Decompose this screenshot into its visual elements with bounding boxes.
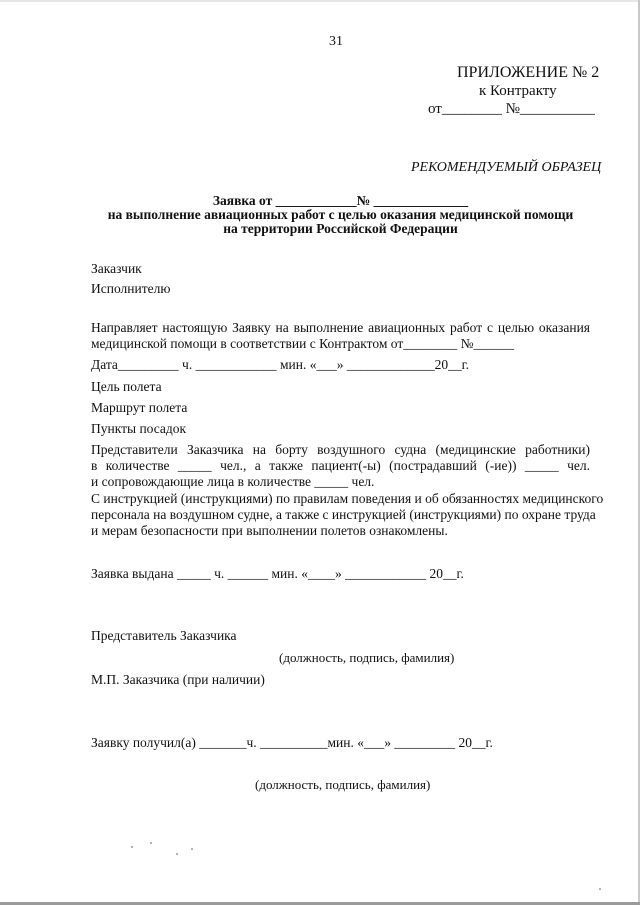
signature-caption-2: (должность, подпись, фамилия) <box>255 777 431 792</box>
paragraph3-line-2: персонала на воздушном судне, а также с инструкцией (инструкциями) по охране труда <box>91 507 596 522</box>
heading-line-2: на выполнение авиационных работ с целью оказания медицинской помощи <box>107 207 574 222</box>
paragraph2-line-3: и сопровождающие лица в количестве _____ чел. <box>91 474 375 489</box>
executor-label: Исполнителю <box>91 281 171 296</box>
flight-goal-label: Цель полета <box>91 379 162 394</box>
page-edge-top <box>0 0 640 2</box>
paragraph2-line-2: в количестве _____ чел., а также пациент(-ы) (пострадавший (-ие)) _____ чел. <box>91 458 590 473</box>
date-line: Дата_________ ч. ____________ мин. «___» _____________20__г. <box>91 357 469 372</box>
representative-label: Представитель Заказчика <box>91 628 237 643</box>
page-number: 31 <box>329 34 343 49</box>
signature-caption-1: (должность, подпись, фамилия) <box>279 650 455 665</box>
received-line: Заявку получил(а) _______ч. __________мин. «___» _________ 20__г. <box>91 735 493 750</box>
paragraph1-line-1: Направляет настоящую Заявку на выполнение авиационных работ с целью оказания <box>91 320 590 335</box>
scan-speck <box>191 848 193 850</box>
customer-label: Заказчик <box>91 261 142 276</box>
paragraph3-line-3: и мерам безопасности при выполнении полетов ознакомлены. <box>91 523 448 538</box>
scan-speck <box>599 888 601 890</box>
heading-line-3: на территории Российской Федерации <box>223 221 458 236</box>
seal-label: М.П. Заказчика (при наличии) <box>91 672 265 687</box>
scan-speck <box>131 846 133 848</box>
flight-route-label: Маршрут полета <box>91 400 188 415</box>
issued-line: Заявка выдана _____ ч. ______ мин. «____» ____________ 20__г. <box>91 566 464 581</box>
appendix-to-contract: к Контракту <box>479 83 557 99</box>
paragraph2-line-1: Представители Заказчика на борту воздушного судна (медицинские работники) <box>91 442 590 457</box>
landing-points-label: Пункты посадок <box>91 421 187 436</box>
paragraph1-line-2: медицинской помощи в соответствии с Контрактом от________ №______ <box>91 336 514 351</box>
paragraph3-line-1: С инструкцией (инструкциями) по правилам поведения и об обязанностях медицинского <box>91 491 604 506</box>
recommended-sample-label: РЕКОМЕНДУЕМЫЙ ОБРАЗЕЦ <box>411 160 602 175</box>
appendix-contract-ref: от________ №__________ <box>428 101 595 117</box>
scan-speck <box>176 853 178 855</box>
heading-line-1: Заявка от ____________№ ______________ <box>212 193 469 208</box>
scan-speck <box>150 842 152 844</box>
appendix-title: ПРИЛОЖЕНИЕ № 2 <box>457 64 600 81</box>
